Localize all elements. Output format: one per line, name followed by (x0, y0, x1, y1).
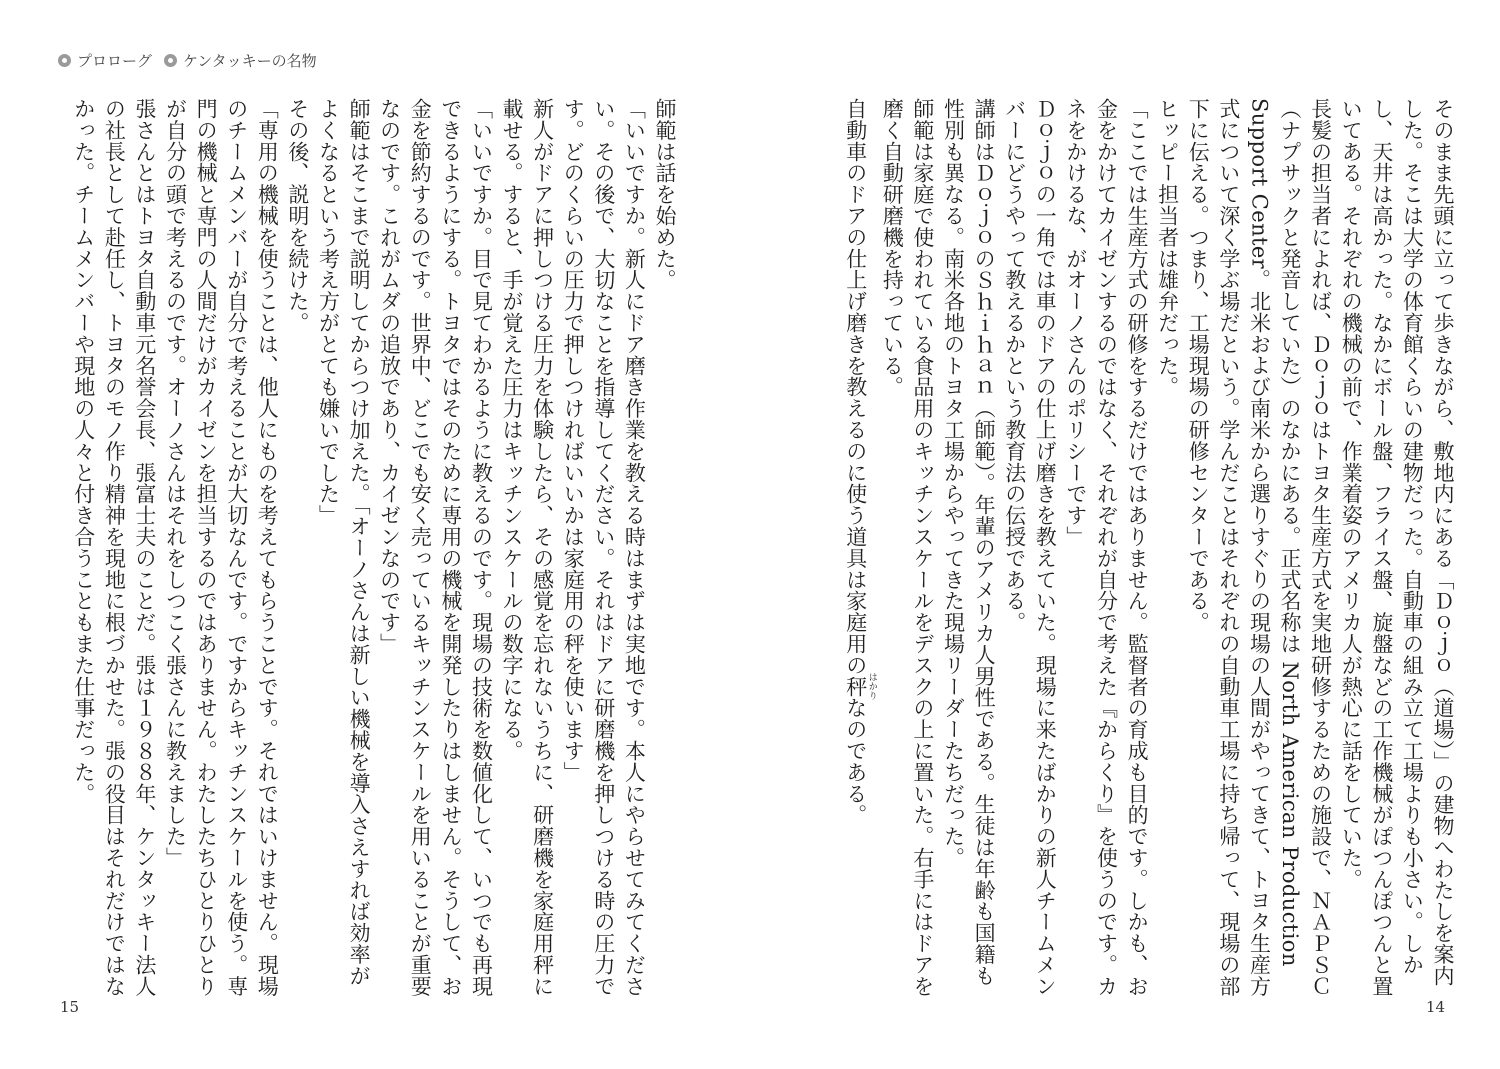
paragraph: そのまま先頭に立って歩きながら、敷地内にある「Ｄｏｊｏ（道場）」の建物へわたしを案内した。そこは大学の体育館くらいの建物だった。自動車の組み立て工場よりも小さい。しかし、天井は高かった。なかにボール盤、フライス盤、旋盤などの工作機械がぽつんぽつんと置いてある。それぞれの機械の前で、作業着姿のアメリカ人が熱心に話をしていた。 (1339, 98, 1455, 997)
paragraph: 「専用の機械を使うことは、他人にものを考えてもらうことです。それではいけません。現場のチームメンバーが自分で考えることが大切なんです。ですからキッチンスケールを使う。専門の機械と専門の人間だけがカイゼンを担当するのではありません。わたしたちひとりひとりが自分の頭で考えるのです。オーノさんはそれをしつこく張さんに教えました」 (163, 98, 280, 997)
paragraph: Ｄｏｊｏの一角では車のドアの仕上げ磨きを教えていた。現場に来たばかりの新人チームメンバーにどうやって教えるかという教育法の伝授である。 (1002, 98, 1058, 997)
ring-bullet-icon (164, 54, 177, 67)
paragraph: 「いいですか。新人にドア磨き作業を教える時はまずは実地です。本人にやらせてみてください。その後で、大切なことを指導してください。それはドアに研磨機を押しつける時の圧力です。どのくらいの圧力で押しつければいいかは家庭用の秤を使います」 (561, 98, 647, 997)
paragraph: 張さんとはトヨタ自動車元名誉会長、張富士夫のことだ。張は１９８８年、ケンタッキー法人の社長として赴任し、トヨタのモノ作り精神を現地に根づかせた。張の役目はそれだけではなかった。チームメンバーや現地の人々と付き合うこともまた仕事だった。 (71, 98, 157, 997)
chapter-title: プロローグ (77, 52, 153, 70)
paragraph: ヒッピー担当者は雄弁だった。 (1155, 98, 1180, 398)
paragraph-text: 自動車のドアの仕上げ磨きを教えるのに使う道具は家庭用の (843, 98, 868, 676)
paragraph: 師範はそこまで説明してからつけ加えた。「オーノさんは新しい機械を導入さえすれば効率がよくなるという考え方がとても嫌いでした」 (316, 98, 372, 987)
running-header (58, 50, 323, 71)
section-title: ケンタッキーの名物 (183, 52, 317, 70)
paragraph: 師範は家庭で使われている食品用のキッチンスケールをデスクの上に置いた。右手にはドアを磨く自動研磨機を持っている。 (880, 98, 935, 997)
paragraph: 講師はＤｏｊｏのＳｈｉｈａｎ（師範）。年輩のアメリカ人男性である。生徒は年齢も国籍も性別も異なる。南米各地のトヨタ工場からやってきた現場リーダーたちだった。 (941, 98, 997, 987)
right-page-body (838, 98, 1458, 1003)
ring-bullet-icon (58, 54, 71, 67)
paragraph (840, 98, 877, 1003)
paragraph: 長髪の担当者によれば、Ｄｏｊｏはトヨタ生産方式を実地研修するための施設で、ＮＡＰＳＣ（ナプサックと発音していた）のなかにある。正式名称は North American Production Support Center。北米および南米から選りすぐりの現場の人間がやってきて、トヨタ生産方式について深く学ぶ場だという。学んだことはそれぞれの自動車工場に持ち帰って、現場の部下に伝える。つまり、工場現場の研修センターである。 (1186, 98, 1333, 997)
ruby-annotation (843, 672, 877, 701)
paragraph: 新人がドアに押しつける圧力を体験したら、その感覚を忘れないうちに、研磨機を家庭用秤に載せる。すると、手が覚えた圧力はキッチンスケールの数字になる。 (500, 98, 555, 997)
paragraph: 「ここでは生産方式の研修をするだけではありません。監督者の育成も目的です。しかも、お金をかけてカイゼンするのではなく、それぞれが自分で考えた『からくり』を使うのです。カネをかけるな、がオーノさんのポリシーです」 (1063, 98, 1150, 997)
paragraph: 師範は話を始めた。 (653, 98, 677, 291)
left-page-body (60, 98, 680, 1003)
paragraph: 「いいですか。目で見てわかるように教えるのです。現場の技術を数値化して、いつでも再現できるようにする。トヨタではそのために専用の機械を開発したりはしません。そうして、お金を節約するのです。世界中、どこでも安く売っているキッチンスケールを用いることが重要なのです。これがムダの追放であり、カイゼンなのです」 (377, 98, 494, 997)
page-number-left: 15 (60, 998, 80, 1016)
page-number-right: 14 (1426, 998, 1446, 1016)
paragraph: その後、説明を続けた。 (285, 98, 310, 334)
ruby-reading: はかり (866, 672, 877, 701)
ruby-base: 秤 (843, 672, 868, 701)
paragraph-text: なのである。 (843, 697, 868, 826)
